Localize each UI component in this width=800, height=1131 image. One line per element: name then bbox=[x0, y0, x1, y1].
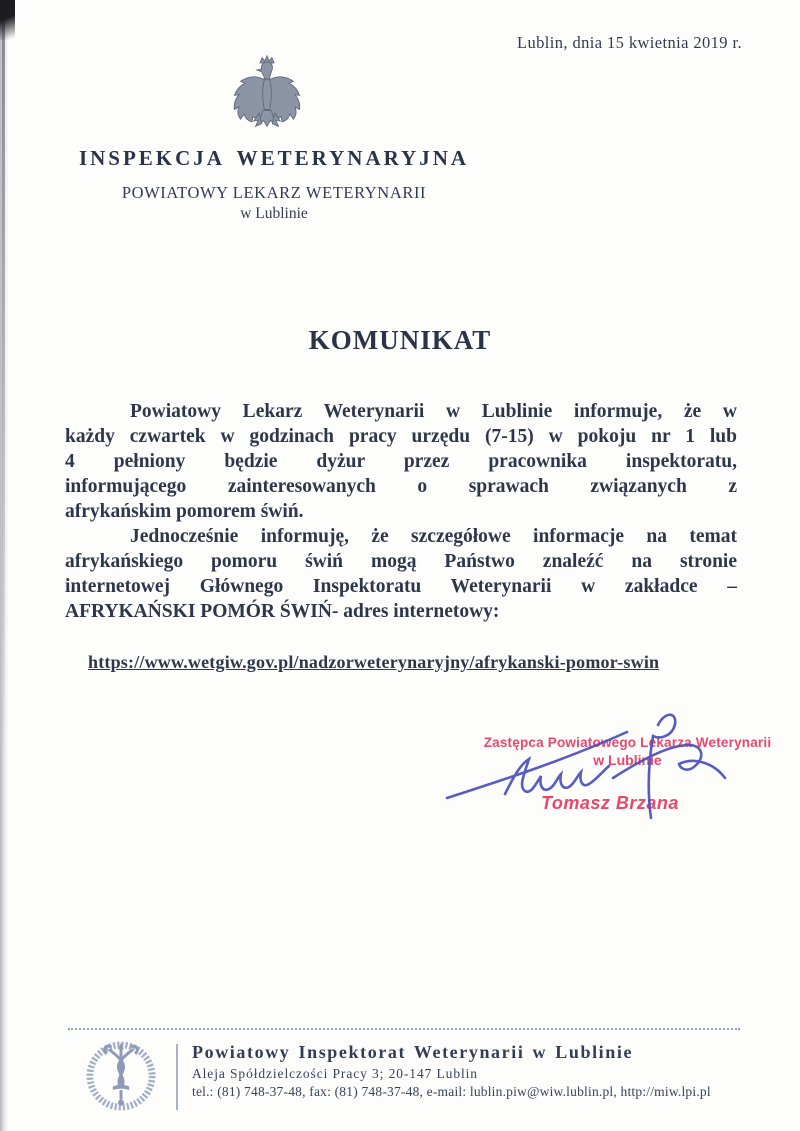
footer-contact: tel.: (81) 748-37-48, fax: (81) 748-37-48, e-mail: lublin.piw@wiw.lublin.pl, http://miw.lpi.pl bbox=[192, 1084, 711, 1099]
org-header bbox=[78, 146, 470, 223]
footer-text bbox=[192, 1042, 711, 1100]
signature-ink bbox=[425, 698, 745, 843]
body-line: afrykańskiego pomoru świń mogą Państwo znaleźć na stronie bbox=[65, 551, 737, 572]
veterinary-caduceus-icon bbox=[84, 1039, 158, 1113]
footer-separator bbox=[176, 1044, 178, 1110]
body-line: Jednocześnie informuję, że szczegółowe informacje na temat bbox=[130, 526, 737, 547]
url-link[interactable]: https://www.wetgiw.gov.pl/nadzorweterynaryjny/afrykanski-pomor-swin bbox=[88, 652, 660, 672]
body-line: każdy czwartek w godzinach pracy urzędu (7-15) w pokoju nr 1 lub bbox=[65, 426, 737, 447]
body-line: afrykańskim pomorem świń. bbox=[65, 501, 304, 522]
footer-address: Aleja Spółdzielczości Pracy 3; 20-147 Lublin bbox=[192, 1066, 478, 1081]
body-line: internetowej Głównego Inspektoratu Weterynarii w zakładce – bbox=[65, 576, 737, 597]
body-text bbox=[65, 399, 737, 624]
stamp-title-line1: Zastępca Powiatowego Lekarza Weterynarii bbox=[483, 735, 772, 750]
stamp-title-line2: w Lublinie bbox=[593, 752, 662, 768]
body-line: AFRYKAŃSKI POMÓR ŚWIŃ- adres internetowy: bbox=[65, 601, 500, 622]
body-line: informującego zainteresowanych o sprawach związanych z bbox=[65, 476, 737, 497]
polish-eagle-emblem-icon bbox=[221, 55, 313, 143]
footer-org-name: Powiatowy Inspektorat Weterynarii w Lublinie bbox=[192, 1042, 634, 1062]
date-line: Lublin, dnia 15 kwietnia 2019 r. bbox=[517, 33, 742, 52]
footer-divider bbox=[68, 1028, 740, 1030]
body-line: Powiatowy Lekarz Weterynarii w Lublinie informuje, że w bbox=[130, 401, 737, 422]
org-name: INSPEKCJA WETERYNARYJNA bbox=[78, 146, 470, 170]
signer-name: Tomasz Brzana bbox=[541, 793, 679, 813]
office-name: POWIATOWY LEKARZ WETERYNARII bbox=[121, 183, 427, 202]
office-location: w Lublinie bbox=[240, 205, 308, 222]
scan-corner-artifact bbox=[0, 0, 15, 40]
body-line: 4 pełniony będzie dyżur przez pracownika inspektoratu, bbox=[65, 451, 737, 472]
document-title: KOMUNIKAT bbox=[308, 325, 492, 355]
scan-edge-line-artifact bbox=[2, 0, 5, 760]
